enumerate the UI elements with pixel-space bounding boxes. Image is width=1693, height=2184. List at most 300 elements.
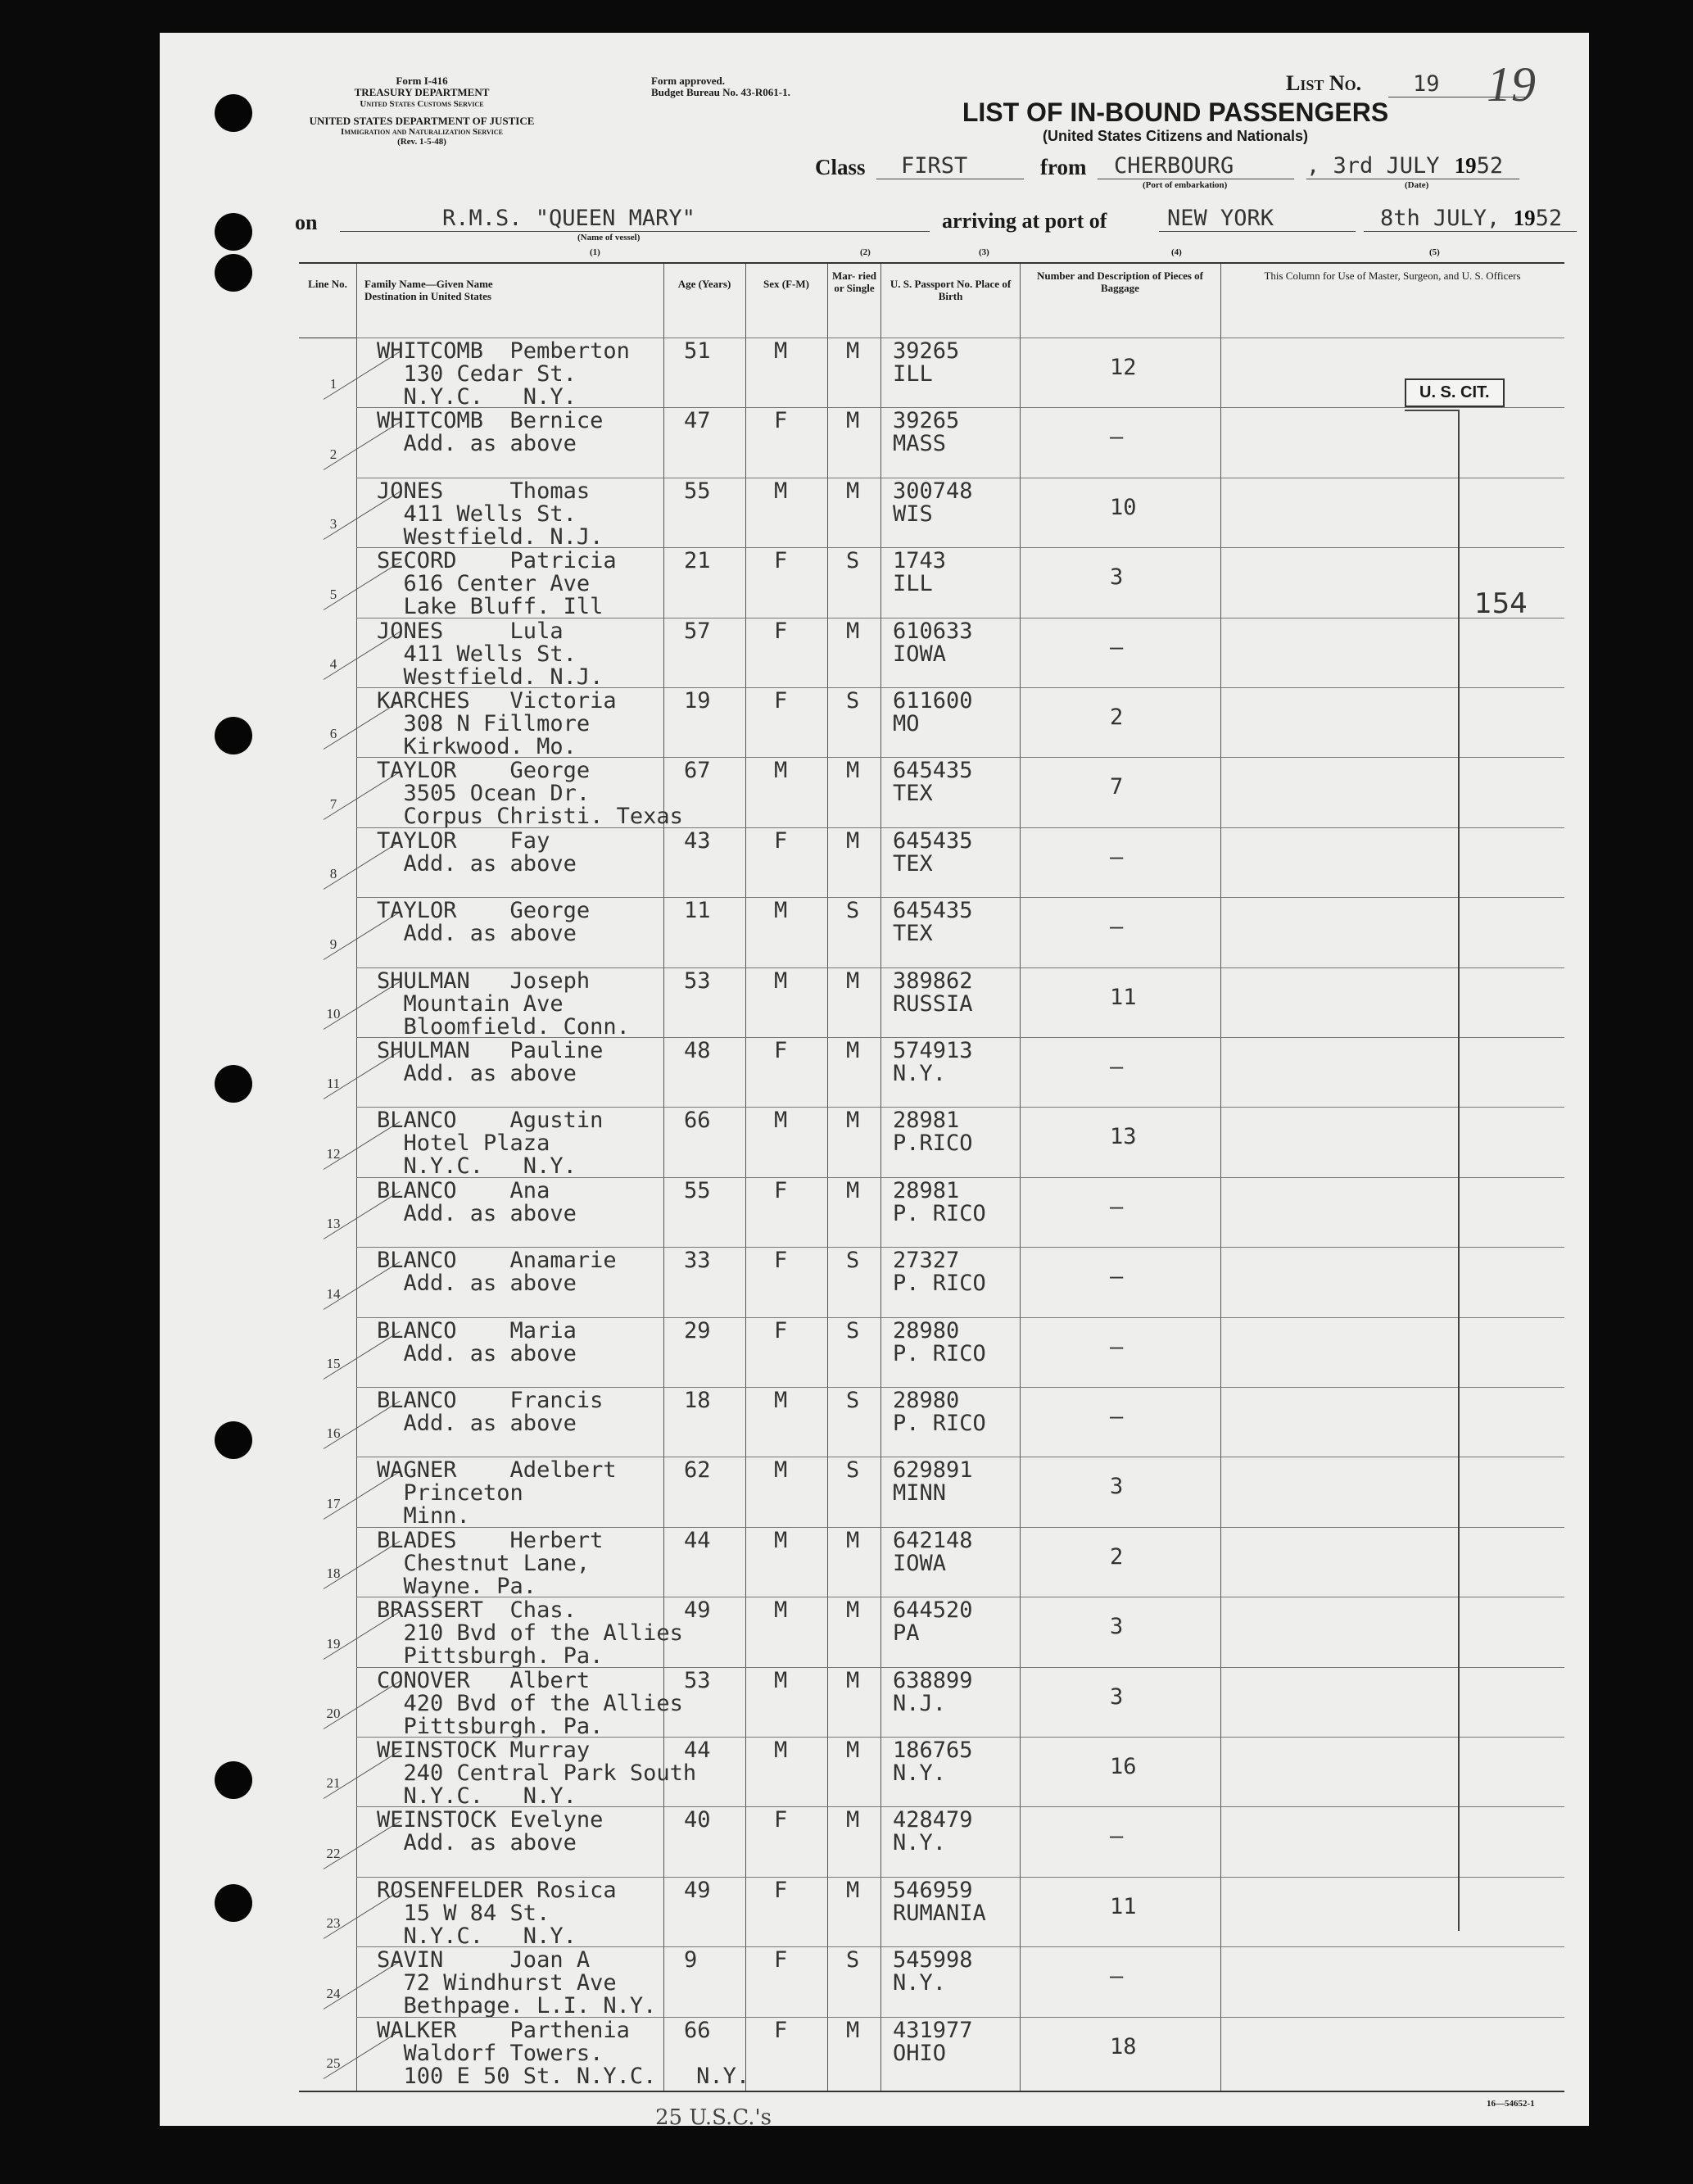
passenger-marital: M (846, 1177, 860, 1203)
place-of-birth: TEX (893, 921, 933, 947)
passenger-table (299, 262, 1564, 2092)
passport-number: 645435 (893, 898, 973, 924)
table-row (299, 827, 1564, 897)
passenger-age: 55 (684, 1177, 711, 1203)
line-number: 11 (326, 1076, 341, 1092)
passenger-name: BLANCO Ana (377, 1177, 550, 1203)
passenger-city: Minn. (377, 1503, 470, 1529)
table-row (299, 1667, 1564, 1737)
baggage-count: 11 (1110, 1893, 1137, 1919)
passenger-name: BLADES Herbert (377, 1527, 604, 1553)
us-citizen-stamp: U. S. CIT. (1405, 378, 1505, 407)
footer-code: 16—54652-1 (1487, 2099, 1535, 2109)
line-number: 1 (329, 376, 337, 392)
passport-number: 39265 (893, 408, 960, 434)
passport-number: 431977 (893, 2017, 973, 2043)
passenger-name: WHITCOMB Pemberton (377, 338, 630, 364)
table-row (299, 2017, 1564, 2087)
passenger-marital: S (846, 1388, 860, 1413)
passenger-city: Kirkwood. Mo. (377, 734, 577, 759)
passenger-sex: M (774, 1667, 788, 1693)
passenger-marital: S (846, 898, 860, 924)
baggage-count: 3 (1110, 1683, 1124, 1710)
baggage-count: – (1110, 1264, 1124, 1290)
table-row (299, 1597, 1564, 1670)
table-row (299, 757, 1564, 830)
passenger-name: WALKER Parthenia (377, 2017, 630, 2043)
baggage-count: 3 (1110, 1474, 1124, 1500)
passenger-name: BLANCO Maria (377, 1317, 577, 1343)
passenger-sex: F (774, 1807, 788, 1833)
port-caption: (Port of embarkation) (1143, 180, 1228, 190)
passport-number: 28981 (893, 1108, 960, 1134)
place-of-birth: IOWA (893, 641, 947, 667)
vessel-caption: (Name of vessel) (577, 233, 641, 242)
passenger-age: 40 (684, 1807, 711, 1833)
approval-block (651, 75, 872, 99)
baggage-count: 12 (1110, 355, 1137, 380)
place-of-birth: MASS (893, 431, 947, 457)
col-passport: U. S. Passport No. Place of Birth (890, 278, 1012, 302)
arrival-port: NEW YORK (1159, 206, 1356, 232)
line-number: 6 (329, 726, 337, 742)
baggage-count: – (1110, 424, 1124, 451)
baggage-count: – (1110, 634, 1124, 660)
baggage-count: – (1110, 1054, 1124, 1080)
passenger-sex: M (774, 338, 788, 364)
passenger-age: 19 (684, 688, 711, 714)
table-row (299, 897, 1564, 967)
passenger-age: 43 (684, 827, 711, 854)
passenger-sex: F (774, 1038, 788, 1063)
passenger-address: Add. as above (377, 1411, 577, 1436)
col-num-3: (3) (979, 247, 989, 257)
baggage-count: 2 (1110, 1543, 1124, 1570)
place-of-birth: RUMANIA (893, 1900, 986, 1926)
passenger-count-note: 154 (1474, 587, 1528, 620)
place-of-birth: ILL (893, 361, 933, 387)
passenger-address: Add. as above (377, 1200, 577, 1226)
passenger-city: N.Y.C. N.Y. (377, 384, 577, 410)
passenger-address: 3505 Ocean Dr. (377, 781, 591, 807)
col-sex: Sex (F-M) (763, 278, 809, 290)
passport-number: 545998 (893, 1947, 973, 1973)
passport-number: 610633 (893, 618, 973, 644)
passenger-age: 47 (684, 408, 711, 434)
passenger-sex: F (774, 408, 788, 434)
place-of-birth: TEX (893, 850, 933, 877)
baggage-count: 7 (1110, 774, 1124, 800)
list-no-value: 19 (1388, 72, 1528, 97)
passenger-age: 18 (684, 1388, 711, 1413)
passenger-marital: M (846, 478, 860, 504)
col-officers: This Column for Use of Master, Surgeon, and U. S. Officers (1264, 270, 1521, 282)
table-row (299, 1037, 1564, 1107)
passenger-marital: M (846, 967, 860, 994)
punch-hole (215, 94, 252, 132)
passenger-address: Mountain Ave (377, 990, 564, 1017)
col-name: Family Name—Given Name Destination in United States (364, 278, 493, 302)
place-of-birth: N.J. (893, 1690, 947, 1716)
passenger-marital: S (846, 1457, 860, 1484)
form-number: Form I-416 (396, 75, 448, 87)
passenger-age: 9 (684, 1947, 698, 1973)
passenger-city: Corpus Christi. Texas (377, 804, 683, 830)
line-number: 7 (329, 795, 337, 812)
col-married: Mar- ried or Single (831, 270, 877, 294)
passenger-age: 53 (684, 967, 711, 994)
place-of-birth: N.Y. (893, 1970, 947, 1996)
passenger-city: Bethpage. L.I. N.Y. (377, 1993, 657, 2019)
passenger-sex: F (774, 2017, 788, 2043)
passport-number: 629891 (893, 1457, 973, 1484)
line-number: 4 (329, 655, 337, 672)
on-label: on (295, 211, 318, 234)
passenger-city: Wayne. Pa. (377, 1573, 537, 1599)
passenger-name: SHULMAN Pauline (377, 1038, 604, 1063)
list-no-handwritten: 19 (1487, 57, 1536, 111)
punch-hole (215, 213, 252, 251)
passenger-address: 72 Windhurst Ave (377, 1970, 617, 1996)
punch-hole (215, 1065, 252, 1103)
table-row (299, 618, 1564, 690)
passenger-age: 11 (684, 898, 711, 924)
line-number: 21 (326, 1775, 341, 1792)
baggage-count: 3 (1110, 1614, 1124, 1640)
passenger-address: Hotel Plaza (377, 1131, 550, 1157)
class-label: Class (815, 155, 866, 179)
agency-block (291, 75, 553, 147)
passenger-name: KARCHES Victoria (377, 688, 617, 714)
baggage-count: 11 (1110, 984, 1137, 1010)
passenger-marital: M (846, 338, 860, 364)
passenger-city: N.Y.C. N.Y. (377, 1783, 577, 1809)
place-of-birth: P. RICO (893, 1200, 986, 1226)
customs-service: United States Customs Service (360, 98, 484, 109)
passenger-name: WAGNER Adelbert (377, 1457, 617, 1484)
passenger-name: JONES Lula (377, 618, 564, 644)
passport-number: 28981 (893, 1177, 960, 1203)
baggage-count: – (1110, 844, 1124, 870)
footer-uscs-note: 25 U.S.C.'s (655, 2105, 772, 2130)
place-of-birth: N.Y. (893, 1830, 947, 1856)
passenger-address: Add. as above (377, 1271, 577, 1297)
table-row (299, 1387, 1564, 1457)
passenger-address: Add. as above (377, 431, 577, 457)
passenger-city: Lake Bluff. Ill (377, 594, 604, 620)
table-row (299, 967, 1564, 1040)
punch-hole (215, 1421, 252, 1459)
table-row (299, 1737, 1564, 1809)
passenger-address: 420 Bvd of the Allies (377, 1690, 683, 1716)
table-row (299, 338, 1564, 410)
passenger-address: Princeton (377, 1480, 523, 1507)
passenger-marital: M (846, 1877, 860, 1903)
passenger-address: Add. as above (377, 921, 577, 947)
col-baggage: Number and Description of Pieces of Baggage (1036, 270, 1204, 294)
passenger-address: Add. as above (377, 1830, 577, 1856)
table-row (299, 1457, 1564, 1529)
passenger-sex: M (774, 478, 788, 504)
passenger-marital: M (846, 618, 860, 644)
passenger-address: 616 Center Ave (377, 571, 591, 597)
passport-number: 27327 (893, 1248, 960, 1274)
passport-number: 39265 (893, 338, 960, 364)
passenger-sex: F (774, 688, 788, 714)
table-row (299, 1527, 1564, 1597)
passenger-sex: F (774, 1947, 788, 1973)
line-number: 10 (326, 1005, 341, 1022)
line-number: 12 (326, 1145, 341, 1162)
passenger-sex: M (774, 898, 788, 924)
passenger-sex: M (774, 1388, 788, 1413)
passenger-name: CONOVER Albert (377, 1667, 591, 1693)
passenger-sex: M (774, 758, 788, 784)
passenger-name: WHITCOMB Bernice (377, 408, 604, 434)
col-num-4: (4) (1171, 247, 1182, 257)
form-title: LIST OF IN-BOUND PASSENGERS (962, 97, 1389, 127)
passport-number: 28980 (893, 1317, 960, 1343)
list-no-label: List No. (1286, 71, 1362, 95)
passenger-address: Add. as above (377, 850, 577, 877)
line-number: 18 (326, 1566, 341, 1582)
line-number: 14 (326, 1285, 341, 1302)
col-line-no: Line No. (308, 278, 347, 290)
passenger-sex: F (774, 827, 788, 854)
passenger-age: 29 (684, 1317, 711, 1343)
line-number: 22 (326, 1845, 341, 1861)
line-number: 9 (329, 936, 337, 952)
passenger-name: BLANCO Agustin (377, 1108, 604, 1134)
passenger-address: Add. as above (377, 1340, 577, 1366)
table-row (299, 1247, 1564, 1316)
table-row (299, 687, 1564, 757)
punch-hole (215, 1761, 252, 1799)
passenger-age: 21 (684, 548, 711, 574)
table-row (299, 1317, 1564, 1387)
passenger-city: Bloomfield. Conn. (377, 1013, 630, 1040)
date-caption: (Date) (1405, 180, 1429, 190)
passenger-sex: M (774, 967, 788, 994)
passenger-address: 411 Wells St. (377, 641, 577, 667)
table-row (299, 1107, 1564, 1180)
passenger-marital: M (846, 758, 860, 784)
ins-service: Immigration and Naturalization Service (341, 126, 503, 137)
passenger-marital: S (846, 1317, 860, 1343)
passenger-marital: M (846, 827, 860, 854)
form-subtitle: (United States Citizens and Nationals) (1042, 128, 1309, 144)
place-of-birth: OHIO (893, 2040, 947, 2066)
passport-number: 389862 (893, 967, 973, 994)
passenger-name: TAYLOR Fay (377, 827, 550, 854)
arriving-label: arriving at port of (942, 209, 1107, 233)
baggage-count: 18 (1110, 2033, 1137, 2059)
passenger-age: 66 (684, 1108, 711, 1134)
class-value: FIRST (876, 154, 1024, 179)
passport-number: 186765 (893, 1738, 973, 1763)
budget-bureau: Budget Bureau No. 43-R061-1. (651, 86, 790, 99)
passenger-address: 411 Wells St. (377, 501, 577, 527)
from-value: CHERBOURG (1098, 154, 1294, 179)
passenger-age: 44 (684, 1527, 711, 1553)
passenger-age: 62 (684, 1457, 711, 1484)
baggage-count: – (1110, 914, 1124, 940)
passenger-name: TAYLOR George (377, 898, 591, 924)
place-of-birth: P.RICO (893, 1131, 973, 1157)
passport-number: 642148 (893, 1527, 973, 1553)
passenger-address: Waldorf Towers. (377, 2040, 604, 2066)
line-number: 5 (329, 586, 337, 602)
passenger-sex: F (774, 1877, 788, 1903)
place-of-birth: P. RICO (893, 1411, 986, 1436)
passport-number: 300748 (893, 478, 973, 504)
passenger-name: BLANCO Francis (377, 1388, 604, 1413)
line-number: 17 (326, 1495, 341, 1511)
passenger-name: SECORD Patricia (377, 548, 617, 574)
passenger-city: Westfield. N.J. (377, 523, 604, 550)
col-age: Age (Years) (677, 278, 731, 290)
passenger-address: 15 W 84 St. (377, 1900, 550, 1926)
passenger-sex: M (774, 1738, 788, 1763)
vessel-name: R.M.S. "QUEEN MARY" (340, 206, 930, 232)
line-number: 2 (329, 446, 337, 462)
baggage-count: – (1110, 1334, 1124, 1360)
passenger-marital: M (846, 408, 860, 434)
passenger-marital: M (846, 1597, 860, 1624)
arrival-date: 8th JULY, 1952 (1364, 206, 1577, 232)
passenger-name: WEINSTOCK Evelyne (377, 1807, 604, 1833)
passenger-age: 48 (684, 1038, 711, 1063)
treasury-dept: TREASURY DEPARTMENT (354, 86, 490, 99)
line-number: 24 (326, 1985, 341, 2001)
passenger-city: Pittsburgh. Pa. (377, 1643, 604, 1670)
passport-number: 645435 (893, 758, 973, 784)
place-of-birth: TEX (893, 781, 933, 807)
passport-number: 574913 (893, 1038, 973, 1063)
passenger-marital: S (846, 688, 860, 714)
passenger-city: Westfield. N.J. (377, 664, 604, 690)
place-of-birth: RUSSIA (893, 990, 973, 1017)
passport-number: 645435 (893, 827, 973, 854)
passenger-marital: M (846, 1108, 860, 1134)
passport-number: 611600 (893, 688, 973, 714)
passport-number: 638899 (893, 1667, 973, 1693)
passenger-name: BLANCO Anamarie (377, 1248, 617, 1274)
passenger-age: 51 (684, 338, 711, 364)
revision-date: (Rev. 1-5-48) (397, 137, 446, 147)
passenger-age: 57 (684, 618, 711, 644)
punch-hole (215, 254, 252, 292)
passenger-age: 33 (684, 1248, 711, 1274)
form-approved: Form approved. (651, 75, 726, 87)
passenger-age: 53 (684, 1667, 711, 1693)
passenger-sex: M (774, 1597, 788, 1624)
passport-number: 428479 (893, 1807, 973, 1833)
line-number: 3 (329, 516, 337, 532)
line-number: 25 (326, 2055, 341, 2071)
table-row (299, 1877, 1564, 1949)
place-of-birth: P. RICO (893, 1271, 986, 1297)
passenger-age: 55 (684, 478, 711, 504)
passenger-city: 100 E 50 St. N.Y.C. N.Y. (377, 2063, 750, 2089)
baggage-count: – (1110, 1404, 1124, 1430)
col-num-1: (1) (590, 247, 600, 257)
passenger-marital: S (846, 1248, 860, 1274)
passenger-marital: S (846, 548, 860, 574)
line-number: 13 (326, 1216, 341, 1232)
line-number: 23 (326, 1915, 341, 1932)
punch-hole (215, 717, 252, 754)
baggage-count: – (1110, 1964, 1124, 1990)
baggage-count: – (1110, 1194, 1124, 1220)
table-row (299, 1177, 1564, 1247)
passenger-name: BRASSERT Chas. (377, 1597, 577, 1624)
baggage-count: 16 (1110, 1754, 1137, 1779)
baggage-count: 13 (1110, 1124, 1137, 1150)
passenger-address: 130 Cedar St. (377, 361, 577, 387)
passenger-city: N.Y.C. N.Y. (377, 1153, 577, 1180)
passenger-age: 49 (684, 1597, 711, 1624)
passenger-city: N.Y.C. N.Y. (377, 1923, 577, 1949)
passenger-age: 44 (684, 1738, 711, 1763)
place-of-birth: WIS (893, 501, 933, 527)
passport-number: 1743 (893, 548, 947, 574)
date-value: , 3rd JULY 1952 (1306, 154, 1519, 179)
table-row (299, 1806, 1564, 1876)
passenger-name: ROSENFELDER Rosica (377, 1877, 617, 1903)
form-sheet (160, 33, 1589, 2130)
line-number: 15 (326, 1355, 341, 1371)
line-number: 20 (326, 1705, 341, 1721)
place-of-birth: ILL (893, 571, 933, 597)
line-number: 8 (329, 866, 337, 882)
justice-dept: UNITED STATES DEPARTMENT OF JUSTICE (309, 114, 535, 127)
place-of-birth: IOWA (893, 1550, 947, 1576)
passenger-name: TAYLOR George (377, 758, 591, 784)
passenger-sex: F (774, 618, 788, 644)
passenger-marital: M (846, 1038, 860, 1063)
place-of-birth: PA (893, 1620, 920, 1647)
passenger-name: JONES Thomas (377, 478, 591, 504)
passenger-marital: M (846, 1667, 860, 1693)
passenger-address: Add. as above (377, 1061, 577, 1086)
from-label: from (1040, 155, 1087, 179)
col-num-2: (2) (860, 247, 871, 257)
place-of-birth: P. RICO (893, 1340, 986, 1366)
passenger-age: 67 (684, 758, 711, 784)
passenger-name: SHULMAN Joseph (377, 967, 591, 994)
table-row (299, 547, 1564, 620)
baggage-count: 2 (1110, 705, 1124, 730)
passenger-address: 210 Bvd of the Allies (377, 1620, 683, 1647)
passenger-sex: F (774, 548, 788, 574)
baggage-count: – (1110, 1824, 1124, 1850)
passport-number: 546959 (893, 1877, 973, 1903)
table-row (299, 478, 1564, 550)
place-of-birth: MINN (893, 1480, 947, 1507)
table-row (299, 1946, 1564, 2019)
passenger-sex: M (774, 1527, 788, 1553)
col-num-5: (5) (1429, 247, 1440, 257)
table-row (299, 407, 1564, 477)
passenger-name: WEINSTOCK Murray (377, 1738, 591, 1763)
passport-number: 644520 (893, 1597, 973, 1624)
passenger-sex: M (774, 1457, 788, 1484)
place-of-birth: N.Y. (893, 1760, 947, 1786)
passport-number: 28980 (893, 1388, 960, 1413)
passenger-address: 240 Central Park South (377, 1760, 697, 1786)
passenger-address: 308 N Fillmore (377, 711, 591, 736)
